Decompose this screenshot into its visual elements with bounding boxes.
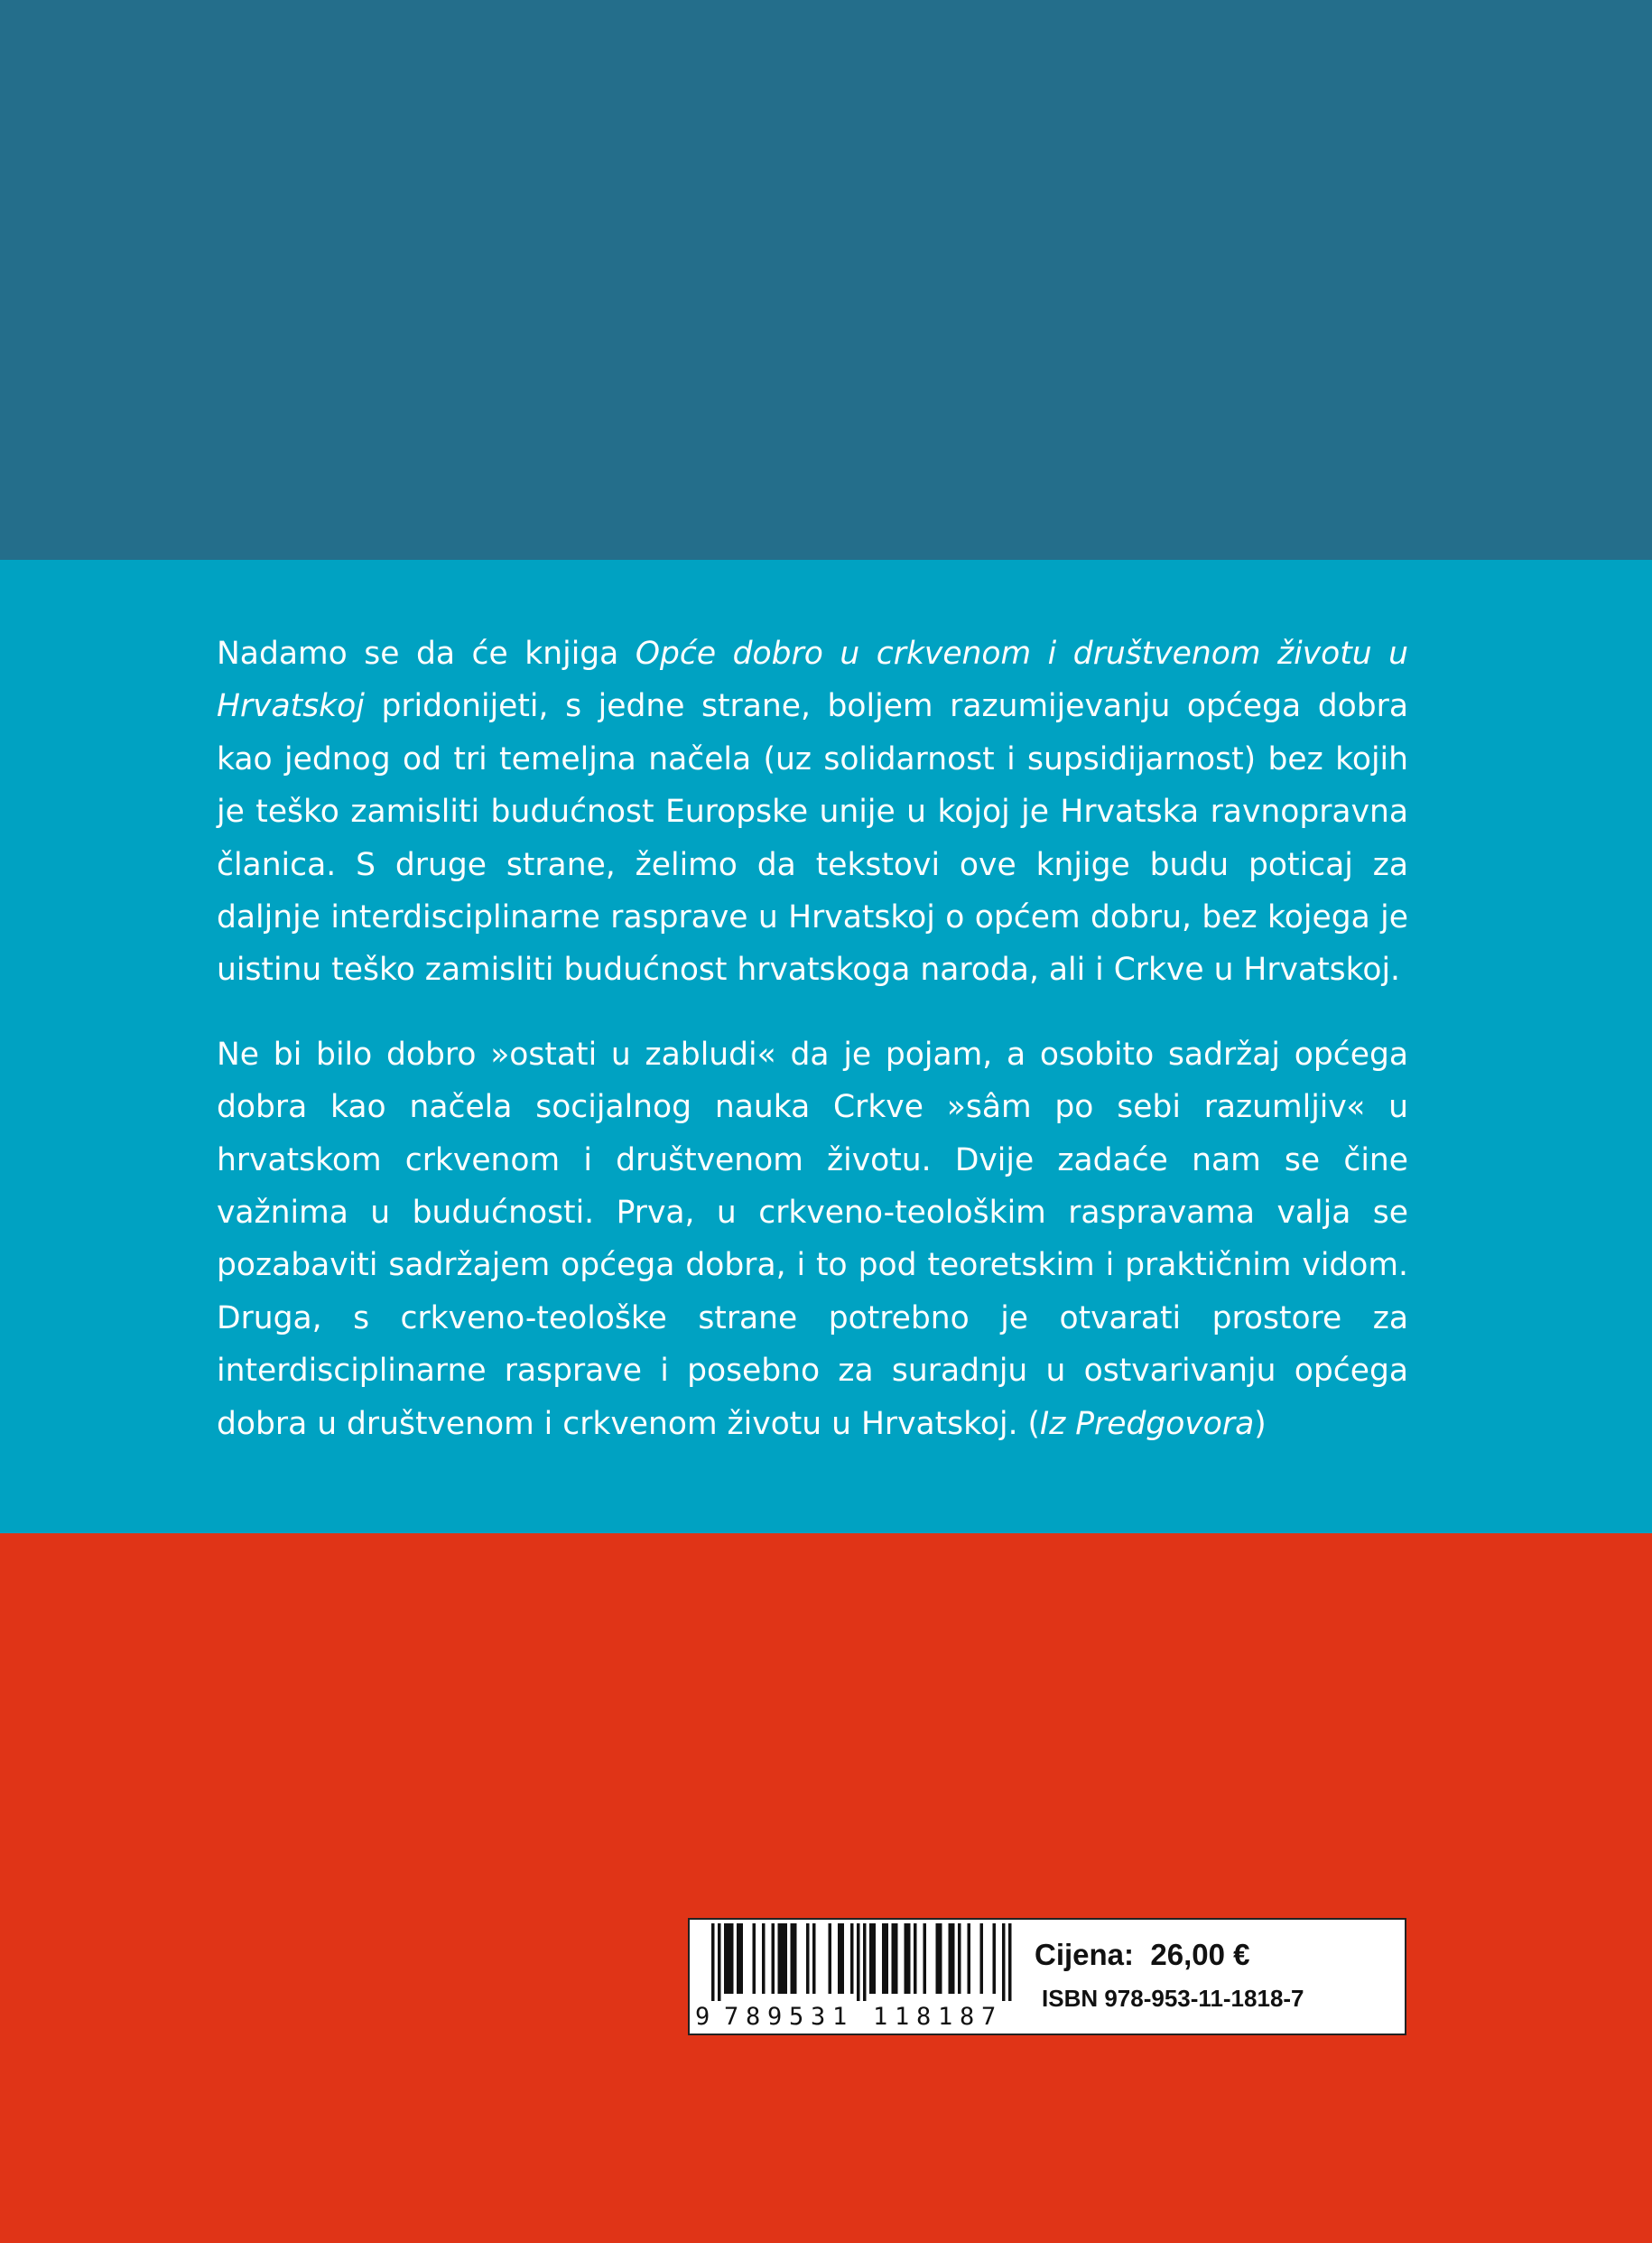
barcode-digit: 8 (916, 2003, 932, 2031)
barcode-digit: 3 (811, 2003, 826, 2031)
barcode-bar (958, 1923, 961, 1994)
barcode-bar (724, 1923, 728, 1994)
isbn-label: ISBN 978-953-11-1818-7 (1042, 1985, 1304, 2012)
barcode-bar (905, 1923, 908, 1994)
barcode-bar (762, 1923, 766, 1994)
barcode-bar (850, 1923, 854, 1994)
barcode-bar (949, 1923, 952, 1994)
barcode-bar (857, 1923, 860, 2001)
barcode-bar (784, 1923, 788, 1994)
barcode-bar (914, 1923, 917, 1994)
barcode-bar (1002, 1923, 1006, 2001)
barcode-bar (951, 1923, 955, 1994)
barcode-bar (993, 1923, 997, 1994)
barcode-digit: 7 (981, 2003, 997, 2031)
blurb-source-italic: Iz Predgovora (1039, 1405, 1255, 1442)
isbn-barcode (699, 1923, 1026, 2001)
blurb-paragraph-2 (217, 1028, 1408, 1450)
barcode-bar (838, 1923, 841, 1994)
barcode-bar (968, 1923, 971, 1994)
blurb-p1-intro: Nadamo se da će knjiga (217, 636, 636, 672)
barcode-bar (882, 1923, 886, 1994)
barcode-digit: 1 (832, 2003, 848, 2031)
back-cover-blurb (217, 628, 1408, 1482)
barcode-digit: 9 (767, 2003, 783, 2031)
blurb-p1-rest: pridonijeti, s jedne strane, boljem razumijevanju općega dobra kao jednog od tri temeljna načela (uz solidarnost i supsidijarnost) bez kojih je teško zamisliti budućnost Europske unije u kojoj je Hrvatska ravnopravna članica. S druge strane, želimo da tekstovi ove knjige budu poticaj za daljnje interdisciplinarne rasprave u Hrvatskoj o općem dobru, bez kojega je uistinu teško zamisliti budućnost hrvatskoga naroda, ali i Crkve u Hrvatskoj. (217, 688, 1408, 989)
barcode-price-box (688, 1918, 1406, 2035)
barcode-digit: 1 (938, 2003, 953, 2031)
barcode-bar (778, 1923, 782, 1994)
barcode-bar (740, 1923, 744, 1994)
barcode-bar (718, 1923, 721, 2001)
barcode-bar (772, 1923, 775, 1994)
barcode-bar (794, 1923, 797, 1994)
barcode-bar (711, 1923, 715, 2001)
barcode-bar (728, 1923, 731, 1994)
barcode-digit: 5 (789, 2003, 804, 2031)
barcode-bar (886, 1923, 889, 1994)
barcode-digit: 8 (960, 2003, 975, 2031)
barcode-bar (936, 1923, 940, 1994)
barcode-digit: 1 (873, 2003, 888, 2031)
barcode-bar (923, 1923, 927, 1994)
barcode-bar (907, 1923, 911, 1994)
barcode-bar (939, 1923, 942, 1994)
blurb-p2-text: Ne bi bilo dobro »ostati u zabludi« da je pojam, a osobito sadržaj općega dobra kao načela socijalnog nauka Crkve »sâm po sebi razumljiv« u hrvatskom crkvenom i društvenom životu. Dvije zadaće nam se čine važnima u budućnosti. Prva, u crkveno-teološkim raspravama valja se pozabaviti sadržajem općega dobra, i to pod teoretskim i praktičnim vidom. Druga, s crkveno-teološke strane potrebno je otvarati prostore za interdisciplinarne rasprave i posebno za suradnju u ostvarivanju općega dobra u društvenom i crkvenom životu u Hrvatskoj. ( (217, 1036, 1408, 1442)
barcode-bar (863, 1923, 867, 2001)
barcode-bar (791, 1923, 794, 1994)
barcode-bar (812, 1923, 816, 1994)
barcode-bar (730, 1923, 734, 1994)
bottom-color-band (0, 1533, 1652, 2243)
blurb-paragraph-1 (217, 628, 1408, 997)
barcode-digit: 8 (746, 2003, 761, 2031)
barcode-lead-digit: 9 (695, 2003, 710, 2031)
barcode-bar (753, 1923, 756, 1994)
barcode-bar (869, 1923, 873, 1994)
top-color-band (0, 0, 1652, 560)
barcode-digit: 1 (895, 2003, 910, 2031)
barcode-bar (1008, 1923, 1012, 2001)
price-label: Cijena: 26,00 € (1035, 1938, 1250, 1971)
barcode-digit: 7 (724, 2003, 739, 2031)
blurb-p2-close: ) (1254, 1405, 1267, 1442)
barcode-bar (829, 1923, 832, 1994)
barcode-bar (873, 1923, 877, 1994)
barcode-bar (781, 1923, 784, 1994)
barcode-bar (806, 1923, 810, 1994)
barcode-bar (841, 1923, 845, 1994)
barcode-bar (892, 1923, 896, 1994)
book-title-italic: Opće dobro u crkvenom i društvenom životu u Hrvatskoj (217, 636, 1409, 725)
barcode-bar (895, 1923, 898, 1994)
barcode-bar (980, 1923, 984, 1994)
barcode-bar (737, 1923, 740, 1994)
barcode-digits (690, 2003, 1026, 2034)
